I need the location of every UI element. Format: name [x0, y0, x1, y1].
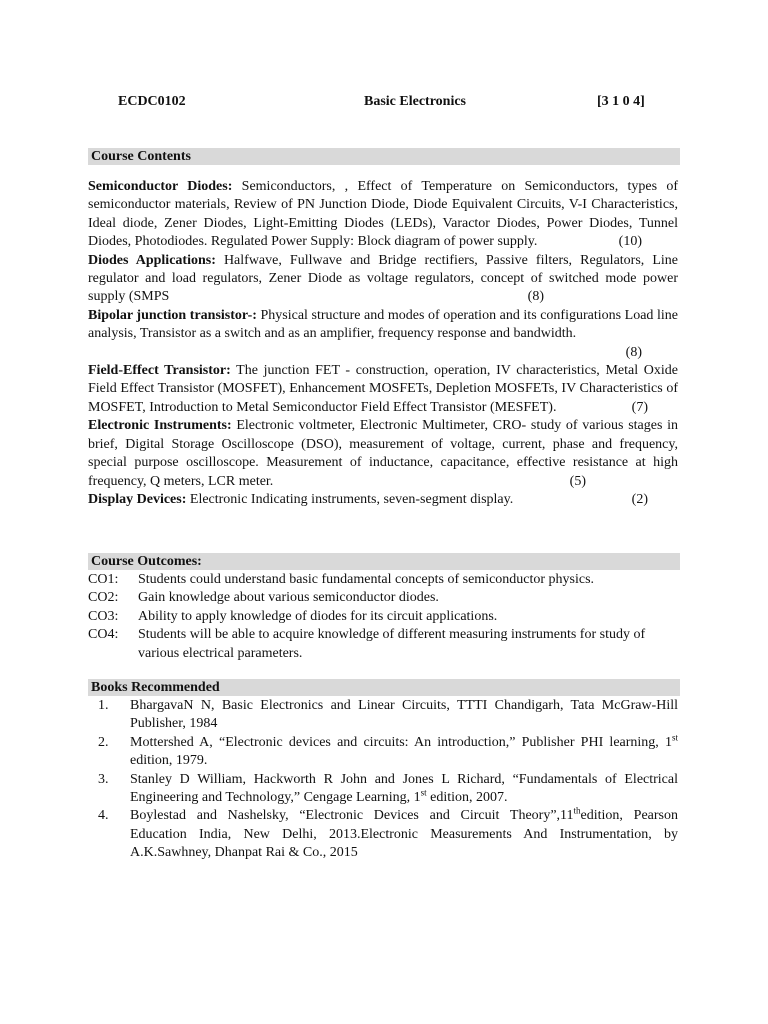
unit-diode-applications — [88, 252, 678, 307]
book-text: Boylestad and Nashelsky, “Electronic Devices and Circuit Theory”,11thedition, Pearson Education India, New Delhi, 2013.Electronic Measurements And Instrumentation, by A.K.Sawhney, Dhanpat Rai & Co., 2015 — [130, 805, 678, 861]
course-title: Basic Electronics — [364, 94, 467, 109]
unit-title: Display Devices: — [88, 491, 187, 507]
unit-hours: (5) — [569, 473, 586, 489]
book-text: Mottershed A, “Electronic devices and circuits: An introduction,” Publisher PHI learning, 1st edition, 1979. — [130, 732, 678, 769]
unit-electronic-instruments — [88, 417, 678, 491]
list-item — [88, 807, 678, 862]
list-item — [88, 697, 678, 734]
course-outcomes-list — [88, 571, 678, 663]
course-contents-heading: Course Contents — [88, 148, 680, 165]
unit-text: Physical structure and modes of operation and its configurations Load line analysis, Transistor as a switch and as an amplifier, frequency response and bandwidth. — [88, 307, 678, 342]
book-number: 4. — [98, 808, 109, 824]
book-text: Stanley D William, Hackworth R John and Jones L Richard, “Fundamentals of Electrical Engineering and Technology,” Cengage Learning, 1st edition, 2007. — [130, 771, 678, 806]
list-item — [88, 626, 678, 663]
list-item — [88, 771, 678, 808]
course-outcomes-heading: Course Outcomes: — [88, 553, 680, 570]
unit-hours: (8) — [527, 289, 544, 305]
unit-hours: (7) — [631, 399, 648, 415]
unit-text: Semiconductors, , Effect of Temperature on Semiconductors, types of semiconductor materials, Review of PN Junction Diode, Diode Equivalent Circuits, V-I Characteristics, Ideal diode, Zener Diodes, Light-Emitting Diodes (LEDs), Varactor Diodes, Power Diodes, Tunnel Diodes, Photodiodes. Regulated Power Supply: Block diagram of power supply. — [88, 179, 679, 250]
outcome-text: Gain knowledge about various semiconductor diodes. — [138, 590, 439, 606]
outcome-text: Students could understand basic fundamental concepts of semiconductor physics. — [138, 572, 595, 587]
unit-text: Electronic voltmeter, Electronic Multimeter, CRO- study of various stages in brief, Digital Storage Oscilloscope (DSO), measurement of voltage, current, phase and frequency, special purpose oscilloscope. Measurement of inductance, capacitance, effective resistance at high frequency, Q meters, LCR meter. — [88, 418, 679, 489]
outcome-text: Ability to apply knowledge of diodes for its circuit applications. — [138, 608, 498, 624]
course-ltp: [3 1 0 4] — [597, 94, 645, 109]
course-header — [88, 94, 680, 112]
unit-text: Electronic Indicating instruments, seven-segment display. — [186, 491, 514, 507]
unit-title: Diodes Applications: — [88, 252, 216, 268]
outcome-code: CO1: — [88, 572, 119, 587]
list-item — [88, 571, 678, 589]
unit-hours: (2) — [631, 491, 648, 507]
unit-bjt — [88, 307, 678, 362]
unit-text: Halfwave, Fullwave and Bridge rectifiers, Passive filters, Regulators, Line regulator and load regulators, Zener Diode as voltage regulators, concept of switched mode power supply (SMPS — [88, 252, 678, 305]
book-number: 1. — [98, 698, 109, 713]
unit-title: Semiconductor Diodes: — [88, 179, 233, 194]
book-text: BhargavaN N, Basic Electronics and Linear Circuits, TTTI Chandigarh, Tata McGraw-Hill Publisher, 1984 — [130, 698, 678, 732]
unit-hours: (8) — [625, 344, 642, 360]
books-heading: Books Recommended — [88, 679, 680, 696]
unit-title: Electronic Instruments: — [88, 418, 232, 434]
outcome-text: Students will be able to acquire knowledge of different measuring instruments for study of various electrical parameters. — [138, 627, 646, 661]
outcome-code: CO2: — [88, 590, 119, 606]
list-item — [88, 589, 678, 607]
list-item — [88, 608, 678, 626]
unit-display-devices — [88, 491, 678, 509]
books-list — [88, 697, 678, 863]
unit-title: Field-Effect Transistor: — [88, 363, 231, 379]
book-number: 3. — [98, 771, 109, 787]
unit-hours: (10) — [618, 234, 642, 250]
book-number: 2. — [98, 734, 109, 750]
outcome-code: CO4: — [88, 627, 119, 643]
course-contents-body — [88, 178, 678, 509]
list-item — [88, 734, 678, 771]
unit-title: Bipolar junction transistor-: — [88, 307, 257, 323]
unit-fet — [88, 362, 678, 417]
unit-semiconductor-diodes — [88, 178, 678, 252]
unit-text: The junction FET - construction, operation, IV characteristics, Metal Oxide Field Effect Transistor (MOSFET), Enhancement MOSFETs, Depletion MOSFETs, IV Characteristics of MOSFET, Introduction to Metal Semiconductor Field Effect Transistor (MESFET). — [88, 363, 678, 415]
course-code: ECDC0102 — [118, 94, 186, 109]
outcome-code: CO3: — [88, 608, 119, 624]
